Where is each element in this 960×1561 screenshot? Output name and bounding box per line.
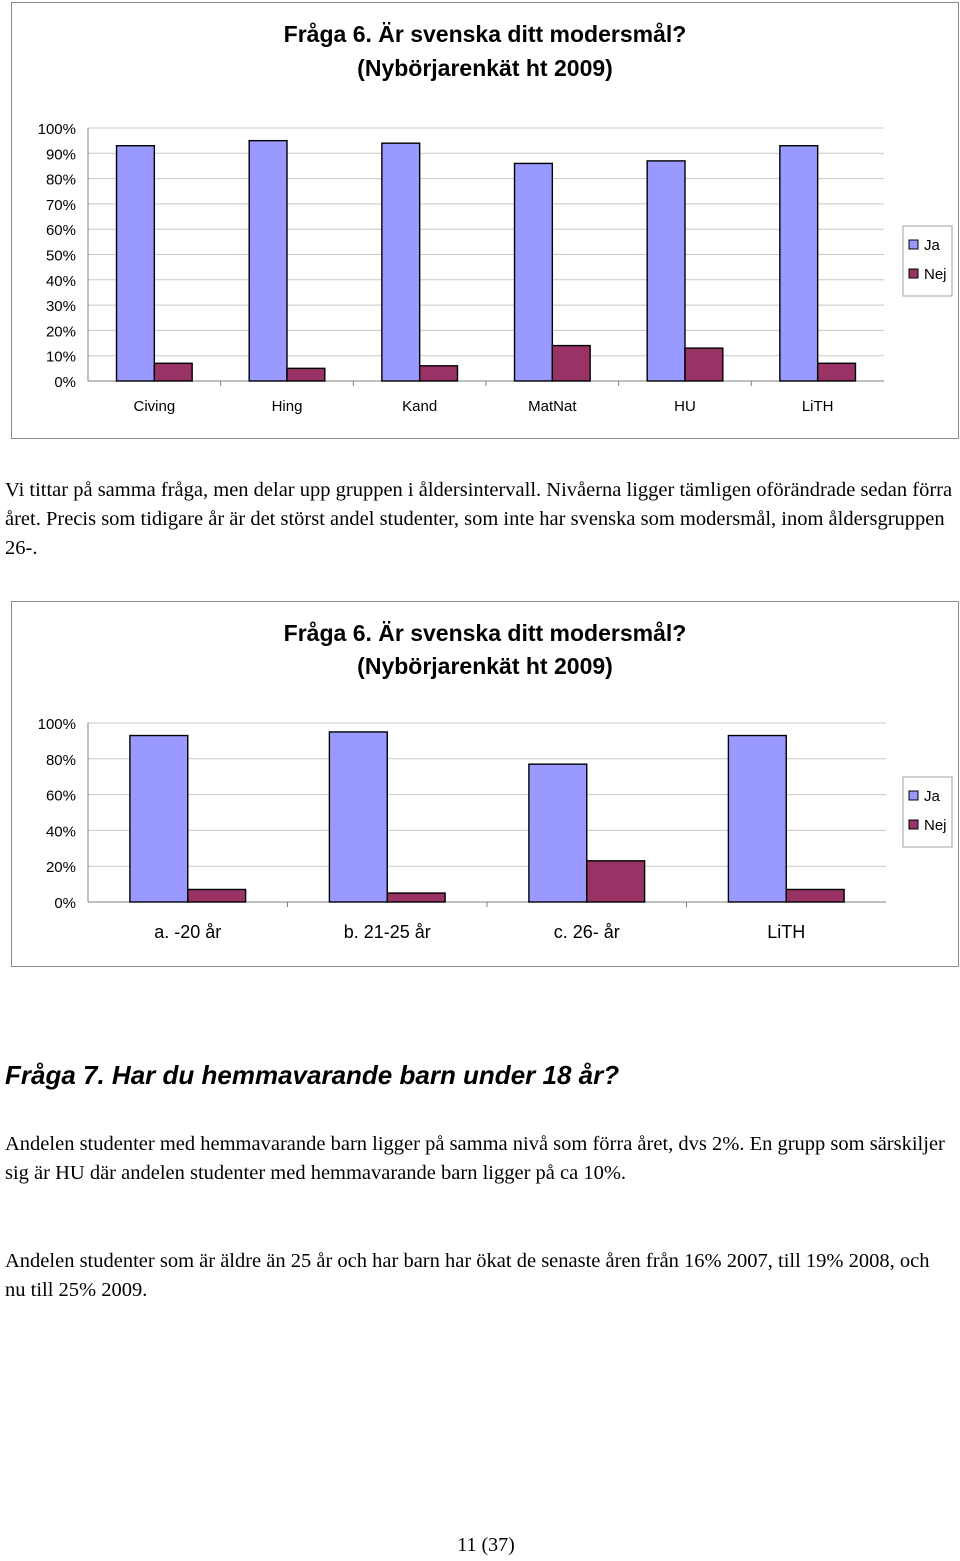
bar-ja (647, 161, 685, 381)
bar-ja (329, 732, 387, 902)
y-tick-label: 70% (45, 196, 76, 214)
x-tick-label: Kand (402, 398, 438, 415)
y-tick-label: 20% (45, 323, 76, 341)
bar-ja (130, 736, 188, 902)
y-tick-label: 80% (45, 171, 76, 189)
bar-ja (249, 141, 287, 381)
legend-swatch-nej (909, 820, 918, 829)
bar-ja (117, 146, 155, 381)
y-tick-label: 60% (45, 222, 76, 240)
x-tick-label: c. 26- år (553, 922, 620, 942)
x-tick-label: Hing (271, 398, 303, 415)
y-tick-label: 50% (45, 247, 76, 265)
legend-label-ja: Ja (924, 237, 940, 254)
bar-ja (529, 764, 587, 902)
y-tick-label: 40% (45, 272, 76, 290)
y-tick-label: 100% (37, 121, 76, 138)
x-tick-label: MatNat (528, 398, 577, 415)
bar-nej (387, 893, 445, 902)
y-tick-label: 40% (45, 823, 76, 841)
bar-nej (818, 363, 856, 381)
y-tick-label: 30% (45, 298, 76, 316)
bar-nej (287, 368, 325, 381)
bar-nej (188, 889, 246, 902)
x-tick-label: b. 21-25 år (343, 922, 431, 942)
x-tick-label: HU (674, 398, 696, 415)
paragraph-children: Andelen studenter med hemmavarande barn ligger på samma nivå som förra året, dvs 2%. En grupp som särskiljer sig är HU där andelen studenter med hemmavarande barn ligger på ca 10%. (5, 1133, 945, 1184)
paragraph-age-intervals: Vi tittar på samma fråga, men delar upp gruppen i åldersintervall. Nivåerna ligger tämligen oförändrade sedan förra året. Precis som tidigare år är det störst andel studenter, som inte har svenska som modersmål, inom åldersgruppen 26-. (5, 479, 953, 559)
chart-age (11, 601, 959, 967)
bar-ja (728, 736, 786, 902)
bar-ja (780, 146, 818, 381)
y-tick-label: 10% (45, 348, 76, 366)
x-tick-label: Civing (133, 398, 176, 415)
chart-program (11, 2, 959, 439)
bar-nej (420, 366, 458, 381)
chart-title-line2: (Nybörjarenkät ht 2009) (357, 55, 613, 81)
chart-title-line1: Fråga 6. Är svenska ditt modersmål? (283, 21, 687, 47)
question-7-heading: Fråga 7. Har du hemmavarande barn under 18 år? (5, 1060, 620, 1090)
y-tick-label: 100% (37, 716, 76, 733)
y-tick-label: 20% (45, 859, 76, 877)
legend-swatch-ja (909, 791, 918, 800)
x-tick-label: LiTH (801, 398, 834, 415)
chart-title-line2: (Nybörjarenkät ht 2009) (357, 653, 613, 679)
chart-title-line1: Fråga 6. Är svenska ditt modersmål? (283, 620, 687, 646)
legend-swatch-nej (909, 269, 918, 278)
bar-ja (382, 143, 420, 381)
y-tick-label: 90% (45, 146, 76, 164)
bar-chart-program (12, 3, 958, 438)
page-number: 11 (37) (457, 1534, 515, 1556)
x-tick-label: LiTH (767, 922, 806, 942)
y-tick-label: 0% (54, 374, 76, 391)
bar-ja (515, 163, 553, 381)
bar-nej (587, 861, 645, 902)
bar-nej (552, 346, 590, 381)
bar-chart-age (12, 602, 958, 966)
x-tick-label: a. -20 år (154, 922, 222, 942)
legend-label-nej: Nej (924, 817, 947, 834)
y-tick-label: 0% (54, 895, 76, 912)
bar-nej (786, 889, 844, 902)
paragraph-children-trend: Andelen studenter som är äldre än 25 år och har barn har ökat de senaste åren från 16% 2007, till 19% 2008, och nu till 25% 2009. (5, 1250, 930, 1301)
y-tick-label: 60% (45, 787, 76, 805)
legend-swatch-ja (909, 240, 918, 249)
legend-label-ja: Ja (924, 788, 940, 805)
bar-nej (685, 348, 723, 381)
legend-label-nej: Nej (924, 266, 947, 283)
bar-nej (154, 363, 192, 381)
y-tick-label: 80% (45, 751, 76, 769)
